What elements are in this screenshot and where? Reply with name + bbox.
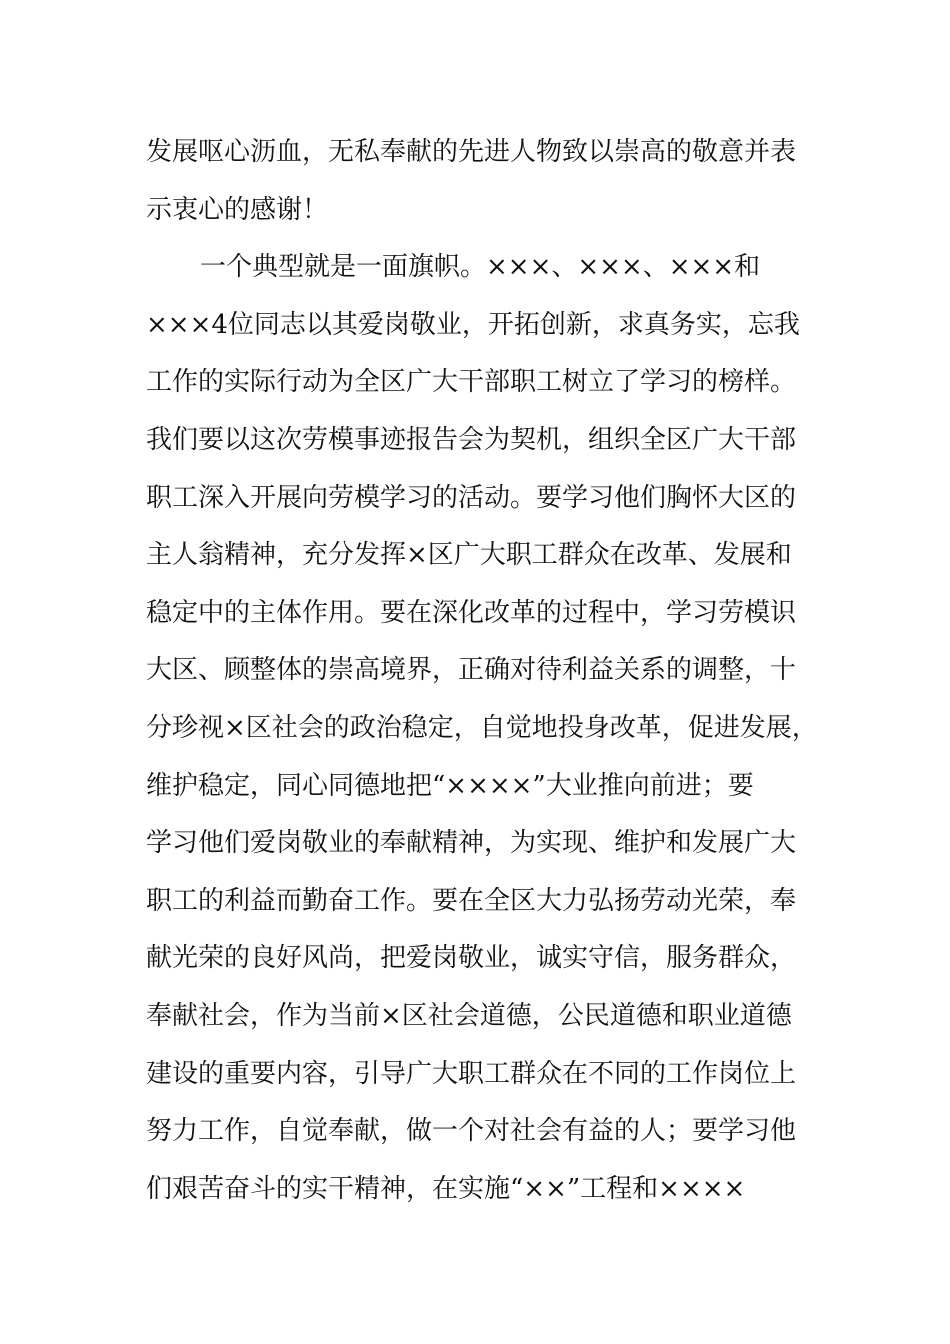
text-line: ×××4位同志以其爱岗敬业，开拓创新，求真务实，忘我 [146, 309, 800, 340]
text-line: 奉献社会，作为当前×区社会道德，公民道德和职业道德 [146, 1000, 792, 1031]
text-line: 稳定中的主体作用。要在深化改革的过程中，学习劳模识 [146, 597, 797, 628]
text-line: 们艰苦奋斗的实干精神，在实施“××”工程和×××× [146, 1173, 746, 1204]
paragraph-start-line: 一个典型就是一面旗帜。×××、×××、×××和 [200, 252, 761, 283]
text-line: 维护稳定，同心同德地把“××××”大业推向前进；要 [146, 770, 754, 801]
text-line: 工作的实际行动为全区广大干部职工树立了学习的榜样。 [146, 367, 797, 398]
text-line: 职工深入开展向劳模学习的活动。要学习他们胸怀大区的 [146, 482, 797, 513]
text-line: 分珍视×区社会的政治稳定，自觉地投身改革，促进发展， [146, 712, 818, 743]
text-line: 建设的重要内容，引导广大职工群众在不同的工作岗位上 [146, 1058, 797, 1089]
text-line: 示衷心的感谢！ [146, 194, 329, 225]
text-line: 我们要以这次劳模事迹报告会为契机，组织全区广大干部 [146, 424, 797, 455]
text-line: 献光荣的良好风尚，把爱岗敬业，诚实守信，服务群众， [146, 943, 797, 974]
text-line: 努力工作，自觉奉献，做一个对社会有益的人；要学习他 [146, 1116, 797, 1147]
text-line: 发展呕心沥血，无私奉献的先进人物致以崇高的敬意并表 [146, 137, 797, 167]
text-line: 学习他们爱岗敬业的奉献精神，为实现、维护和发展广大 [146, 828, 797, 859]
text-line: 职工的利益而勤奋工作。要在全区大力弘扬劳动光荣，奉 [146, 885, 797, 916]
body-text [146, 124, 836, 1218]
text-line: 大区、顾整体的崇高境界，正确对待利益关系的调整，十 [146, 655, 797, 686]
text-line: 主人翁精神，充分发挥×区广大职工群众在改革、发展和 [146, 540, 792, 571]
